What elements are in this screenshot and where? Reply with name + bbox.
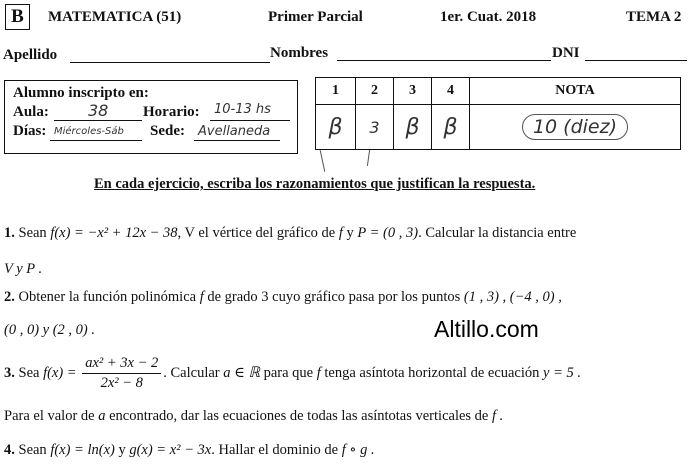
q2-points: (1 , 3) , (−4 , 0) , [463,289,562,305]
horario-line [210,120,290,121]
q4-text-1: Sean [18,442,47,458]
q3-numerator: ax² + 3x − 2 [82,355,161,374]
q3-line2-text-b: encontrado, dar las ecuaciones de todas las asíntotas verticales de [109,408,489,424]
grades-header-row [316,78,681,105]
q1-f: f [338,225,343,241]
check-mark-2 [367,150,370,166]
grade-nota-cell [470,105,681,150]
q3-text-3: para que [263,364,314,381]
q4-text-3: . Hallar el dominio de [211,442,339,458]
grade-mark-3: β [394,105,432,150]
grade-header-2: 2 [356,78,394,105]
q1-text-4: . Calcular la distancia entre [418,225,577,241]
q3-fraction [82,355,161,392]
grades-table [315,77,681,150]
sede-line [194,140,280,141]
question-1-line-2: V y P . [4,261,43,277]
term-label: 1er. Cuat. 2018 [440,9,537,25]
q4-g-definition: g(x) = x² − 3x [129,442,212,458]
aula-value: 38 [88,101,109,120]
q2-text-2: de grado 3 cuyo gráfico pasa por los puntos [207,289,461,305]
grade-header-1: 1 [316,78,356,105]
subject-title: MATEMATICA (51) [48,9,182,25]
tema-letter-box: B [5,4,30,30]
question-4-number: 4. [4,442,15,458]
instruction-text: En cada ejercicio, escriba los razonamientos que justifican la respuesta. [94,176,536,192]
q1-p-definition: P = (0 , 3) [357,225,419,241]
q3-equation: y = 5 . [543,364,582,381]
nombres-label: Nombres [270,45,329,61]
q3-line2-f: f . [491,408,504,424]
sede-value: Avellaneda [198,124,271,139]
grade-mark-1: β [316,105,356,150]
horario-value: 10-13 hs [214,102,271,117]
question-3-line-2 [4,408,503,425]
q3-text-4: tenga asíntota horizontal de ecuación [324,364,540,381]
question-2-number: 2. [4,289,15,305]
question-3-number: 3. [4,364,15,381]
q1-f-definition: f(x) = −x² + 12x − 38 [50,225,178,241]
check-mark-1 [320,150,326,172]
q1-text-3: y [346,225,354,241]
q3-f: f [316,364,321,381]
sede-label: Sede: [150,123,185,139]
q4-text-2: y [118,442,126,458]
question-1-number: 1. [4,225,15,241]
grade-mark-2: 3 [356,105,394,150]
watermark-text: Altillo.com [434,316,539,342]
dni-label: DNI [552,45,580,61]
q3-a: a [98,408,106,424]
q3-text-1: Sea [18,364,40,381]
question-4-line-1 [4,442,375,459]
q2-f: f [199,289,204,305]
grade-header-nota: NOTA [470,78,681,105]
question-2-line-2: (0 , 0) y (2 , 0) . [4,322,96,338]
apellido-label: Apellido [3,47,58,63]
aula-line [54,120,142,121]
q1-text-1: Sean [18,225,47,241]
aula-label: Aula: [13,104,49,120]
question-3-line-1 [4,355,581,392]
nombres-line [337,60,551,61]
grade-mark-4: β [432,105,470,150]
grade-nota-value: 10 (diez) [522,114,628,140]
grade-header-4: 4 [432,78,470,105]
enrollment-title: Alumno inscripto en: [13,85,149,101]
q4-composition: f ∘ g . [341,442,375,458]
q3-f-lhs: f(x) = [43,364,77,381]
grades-value-row [316,105,681,150]
exam-title: Primer Parcial [268,9,363,25]
dias-value: Miércoles-Sáb [54,126,124,137]
q3-a-in-r: a ∈ ℝ [223,364,260,381]
horario-label: Horario: [143,104,200,120]
dias-line [50,140,142,141]
dni-line [585,60,687,61]
question-1-line-1 [4,225,576,242]
question-2-line-1 [4,289,562,306]
q3-text-2: . Calcular [163,364,220,381]
q1-text-2: , V el vértice del gráfico de [177,225,336,241]
dias-label: Días: [13,123,47,139]
q3-line2-text-a: Para el valor de [4,408,95,424]
grade-header-3: 3 [394,78,432,105]
q4-f-definition: f(x) = ln(x) [50,442,115,458]
q2-text-1: Obtener la función polinómica [18,289,197,305]
apellido-line [70,62,270,63]
q3-denominator: 2x² − 8 [100,375,143,391]
tema-label: TEMA 2 [626,9,682,25]
